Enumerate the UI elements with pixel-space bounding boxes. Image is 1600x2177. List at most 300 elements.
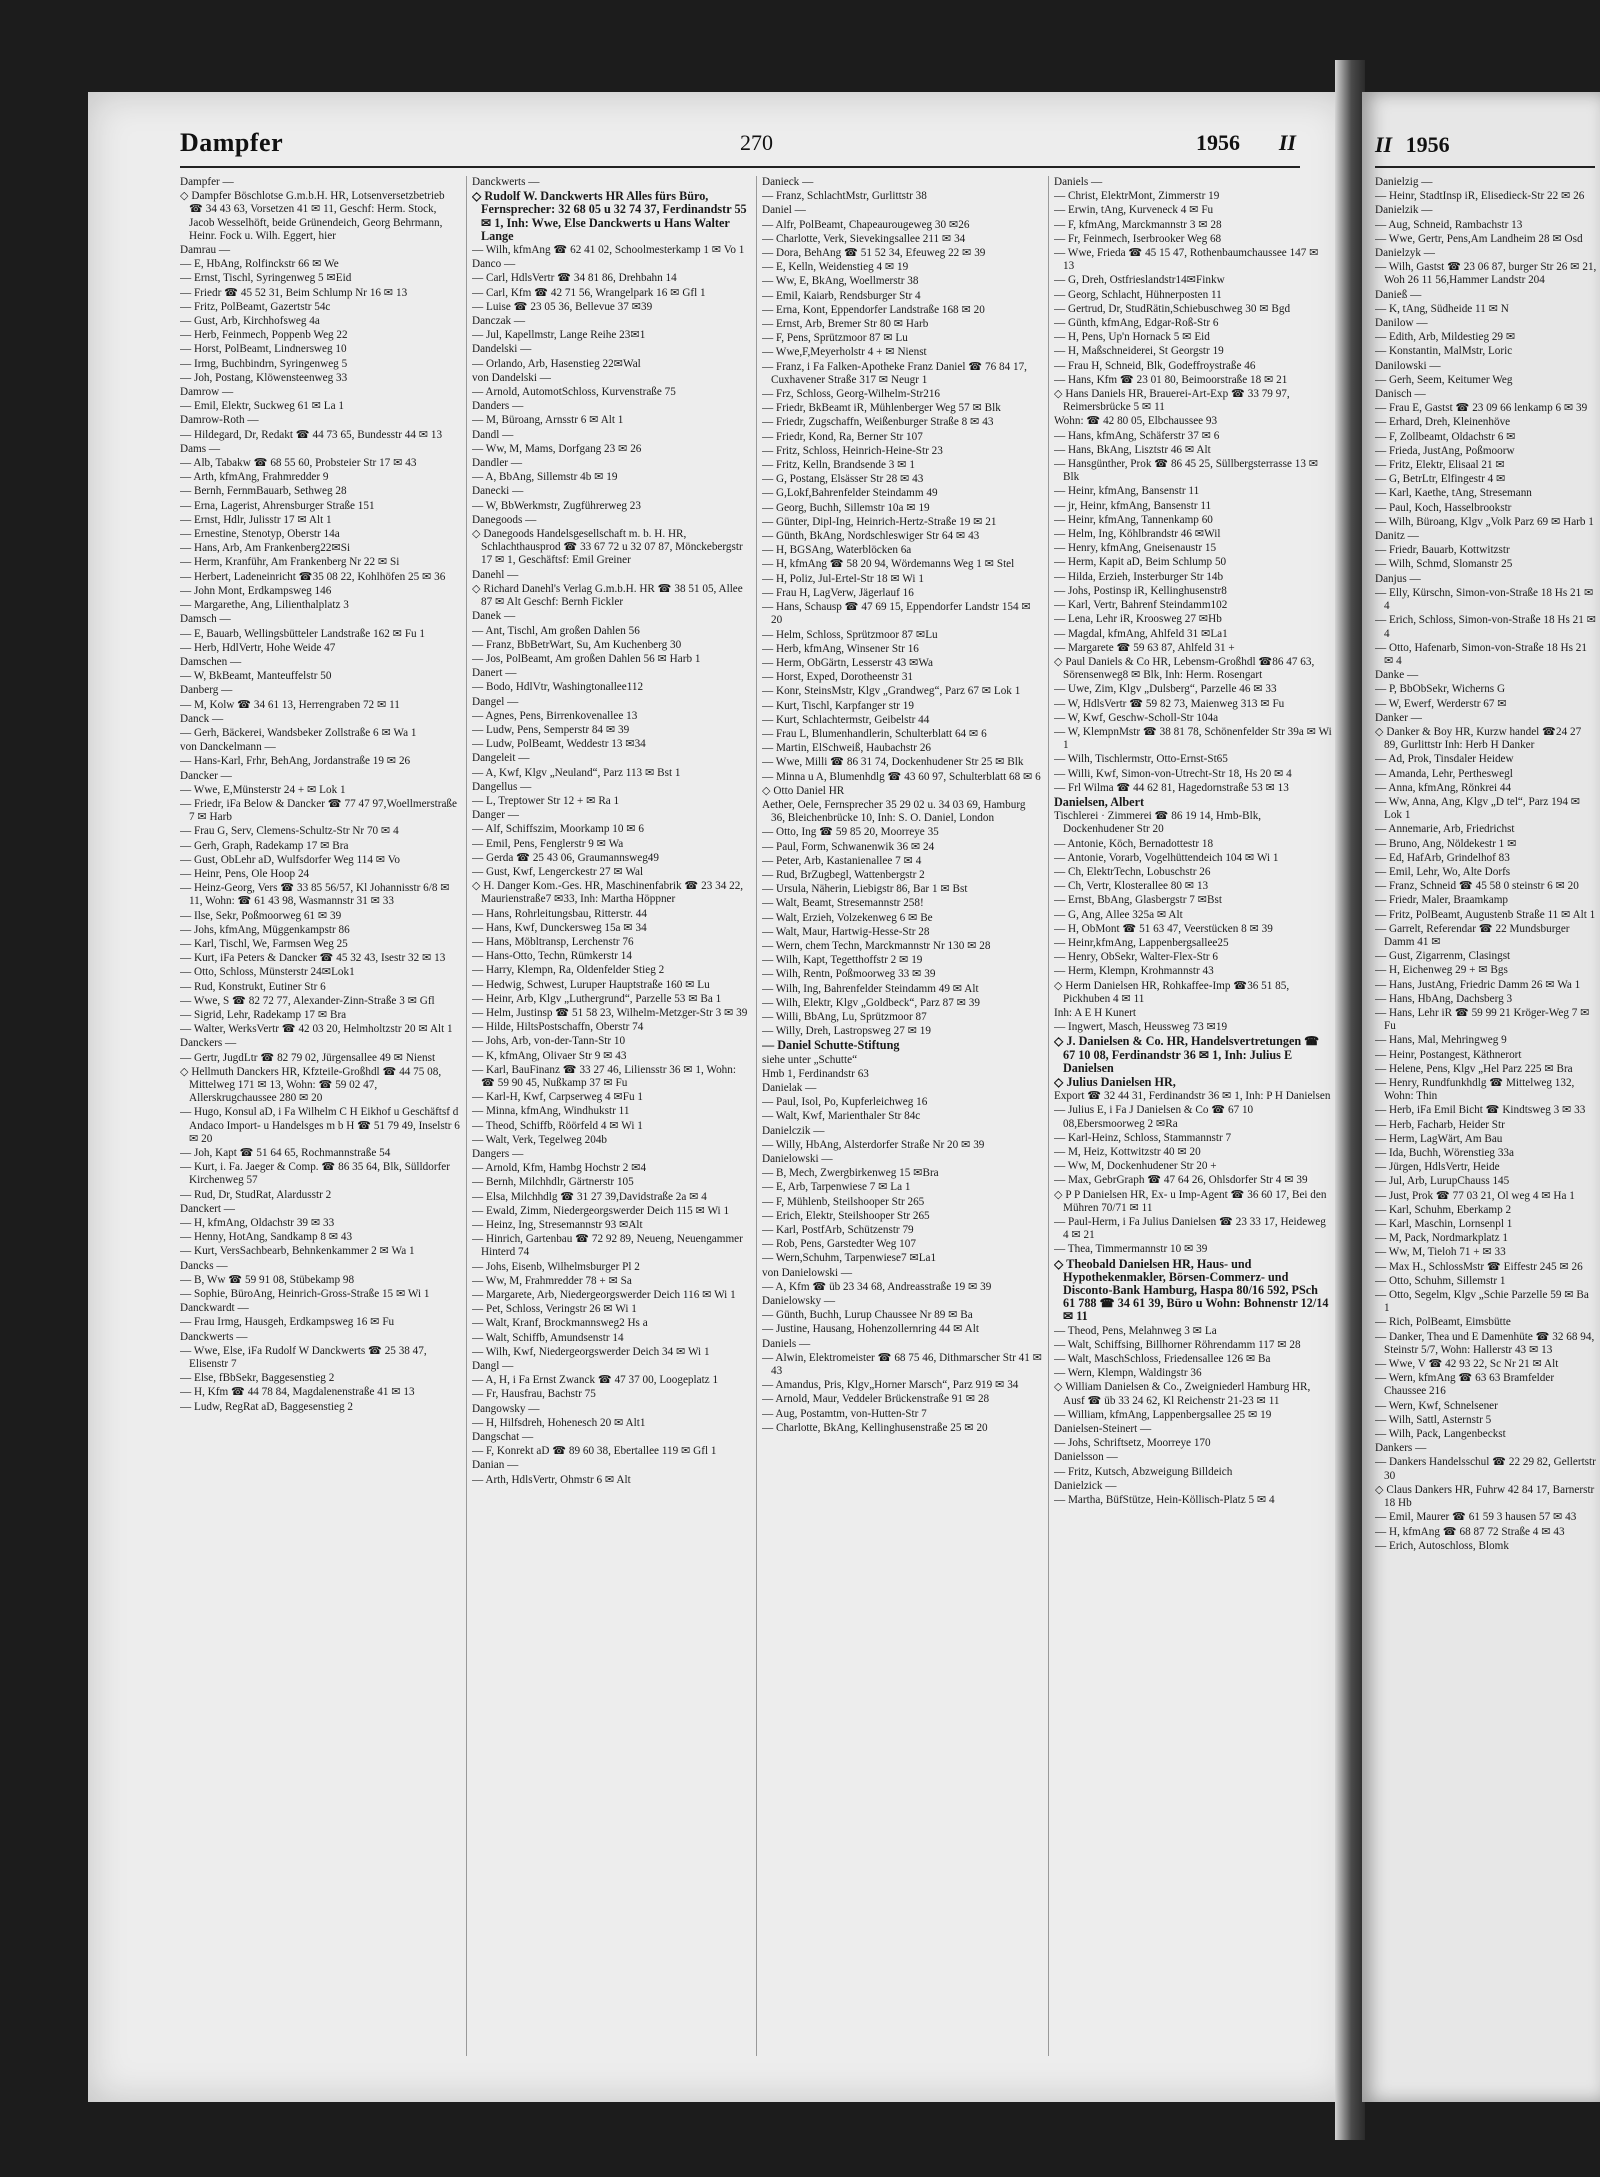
- directory-entry: — Elsa, Milchhdlg ☎ 31 27 39,Davidstraße 2a ✉ 4: [472, 1190, 707, 1203]
- directory-entry: Dangellus —: [472, 780, 532, 793]
- directory-entry: Danieß —: [1375, 288, 1422, 301]
- directory-entry: von Danielowski —: [762, 1266, 853, 1279]
- directory-entry: — Max, GebrGraph ☎ 47 64 26, Ohlsdorfer Str 4 ✉ 39: [1054, 1174, 1308, 1187]
- running-head: Dampfer: [180, 128, 284, 157]
- directory-entry: — Ww, Anna, Ang, Klgv „D tel“, Parz 194 ✉ Lok 1: [1375, 795, 1581, 822]
- directory-entry: Danders —: [472, 400, 524, 413]
- directory-entry: Daniels —: [762, 1337, 811, 1350]
- directory-entry: — Walt, Schiffsing, Billhorner Röhrendamm 117 ✉ 28: [1054, 1338, 1301, 1351]
- directory-entry: Dandl —: [472, 428, 514, 441]
- directory-entry: Danert —: [472, 667, 517, 680]
- directory-entry: — Walt, Kwf, Marienthaler Str 84c: [762, 1110, 921, 1123]
- directory-entry: — Friedr, Bauarb, Kottwitzstr: [1375, 544, 1510, 557]
- directory-entry: — Wwe, Else, iFa Rudolf W Danckwerts ☎ 25 38 47, Elisenstr 7: [180, 1344, 427, 1371]
- directory-entry: Aether, Oele, Fernsprecher 35 29 02 u. 34 03 69, Hamburg 36, Bleichenbrücke 10, Inh: S. O. Daniel, London: [762, 798, 1026, 825]
- directory-entry: Danckwardt —: [180, 1302, 249, 1315]
- directory-entry: — Gerh, Graph, Radekamp 17 ✉ Bra: [180, 839, 349, 852]
- directory-entry: — Karl, Kaethe, tAng, Stresemann: [1375, 487, 1532, 500]
- directory-entry: — Wwe, V ☎ 42 93 22, Sc Nr 21 ✉ Alt: [1375, 1358, 1559, 1371]
- directory-entry: — Pet, Schloss, Veringstr 26 ✉ Wi 1: [472, 1303, 637, 1316]
- directory-entry: — Paul, Koch, Hasselbrookstr: [1375, 501, 1512, 514]
- directory-entry: — Frieda, JustAng, Poßmoorw: [1375, 444, 1515, 457]
- directory-entry: — Annemarie, Arb, Friedrichst: [1375, 823, 1515, 836]
- directory-entry: — Ww, M, Mams, Dorfgang 23 ✉ 26: [472, 442, 642, 455]
- directory-entry: Hmb 1, Ferdinandstr 63: [762, 1067, 869, 1080]
- directory-entry: — Paul, Isol, Po, Kupferleichweg 16: [762, 1096, 928, 1109]
- header-year: 1956: [1196, 130, 1240, 155]
- directory-entry: — Ernestine, Stenotyp, Oberstr 14a: [180, 528, 340, 541]
- directory-entry: — Hans, JustAng, Friedric Damm 26 ✉ Wa 1: [1375, 978, 1581, 991]
- directory-entry: — Walt, Beamt, Stresemannstr 258!: [762, 897, 924, 910]
- directory-entry: — H, ObMont ☎ 51 63 47, Veerstücken 8 ✉ 39: [1054, 922, 1273, 935]
- directory-entry: — Else, fBbSekr, Baggesenstieg 2: [180, 1372, 335, 1385]
- directory-entry: — Emil, Kaiarb, Rendsburger Str 4: [762, 289, 921, 302]
- directory-entry: Danian —: [472, 1459, 519, 1472]
- directory-entry: — Hugo, Konsul aD, i Fa Wilhelm C H Eikhof u Geschäftsf d Andaco Import- u Handelsges m b H ☎ 51 79 49, Inselstr 6 ✉ 20: [180, 1106, 460, 1145]
- directory-entry: — Emil, Lehr, Wo, Alte Dorfs: [1375, 865, 1511, 878]
- directory-entry: — Kurt, Schlachtermstr, Geibelstr 44: [762, 713, 930, 726]
- directory-entry: Danielowsky —: [762, 1295, 836, 1308]
- directory-entry: — Christ, ElektrMont, Zimmerstr 19: [1054, 190, 1220, 203]
- directory-entry: ◇ Paul Daniels & Co HR, Lebensm-Großhdl ☎86 47 63, Sörensenweg8 ✉ Blk, Inh: Herm. Rosengart: [1054, 655, 1315, 682]
- directory-entry: — Gust, Arb, Kirchhofsweg 4a: [180, 315, 320, 328]
- directory-entry: — Margarethe, Ang, Lilienthalplatz 3: [180, 599, 349, 612]
- directory-entry: — W, Ewerf, Werderstr 67 ✉: [1375, 697, 1507, 710]
- directory-entry: — Helm, Ing, Köhlbrandstr 46 ✉Wil: [1054, 528, 1221, 541]
- directory-entry: ◇ Julius Danielsen HR,: [1054, 1075, 1176, 1089]
- directory-entry: Dams —: [180, 442, 221, 455]
- directory-entry: — Max H., SchlossMstr ☎ Eiffestr 245 ✉ 26: [1375, 1260, 1583, 1273]
- directory-entry: — Georg, Schlacht, Hühnerposten 11: [1054, 288, 1222, 301]
- directory-entry: — H, kfmAng, Oldachstr 39 ✉ 33: [180, 1217, 335, 1230]
- directory-entry: — Erich, Autoschloss, Blomk: [1375, 1539, 1509, 1552]
- directory-entry: — Fritz, Elektr, Elisaal 21 ✉: [1375, 459, 1505, 472]
- directory-entry: — Anna, kfmAng, Rönkrei 44: [1375, 781, 1512, 794]
- directory-entry: — Hinrich, Gartenbau ☎ 72 92 89, Neueng, Neuengammer Hinterd 74: [472, 1233, 743, 1259]
- directory-entry: — E, Kelln, Weidenstieg 4 ✉ 19: [762, 261, 909, 274]
- directory-entry: — Herb, iFa Emil Bicht ☎ Kindtsweg 3 ✉ 33: [1375, 1104, 1586, 1117]
- directory-entry: — Walt, MaschSchloss, Friedensallee 126 ✉ Ba: [1054, 1353, 1271, 1366]
- directory-entry: — Karl, Maschin, Lornsenpl 1: [1375, 1218, 1513, 1231]
- directory-entry: — Lena, Lehr iR, Kroosweg 27 ✉Hb: [1054, 613, 1222, 626]
- directory-entry: — Paul-Herm, i Fa Julius Danielsen ☎ 23 33 17, Heideweg 4 ✉ 21: [1054, 1216, 1326, 1242]
- directory-entry: Danielsen, Albert: [1054, 794, 1145, 809]
- directory-entry: — Paul, Form, Schwanenwik 36 ✉ 24: [762, 840, 935, 853]
- directory-entry: — Frau Irmg, Hausgeh, Erdkampsweg 16 ✉ Fu: [180, 1316, 395, 1329]
- directory-entry: Danieck —: [762, 176, 814, 188]
- directory-entry: — Otto, Ing ☎ 59 85 20, Moorreye 35: [762, 826, 939, 839]
- directory-entry: — Aug, Schneid, Rambachstr 13: [1375, 218, 1523, 231]
- directory-entry: — Walt, Kranf, Brockmannsweg2 Hs a: [472, 1317, 648, 1330]
- directory-entry: — H, Maßschneiderei, St Georgstr 19: [1054, 345, 1224, 358]
- directory-entry: — William, kfmAng, Lappenbergsallee 25 ✉ 19: [1054, 1408, 1272, 1421]
- directory-entry: — Wilh, Ing, Bahrenfelder Steindamm 49 ✉ Alt: [762, 982, 979, 995]
- directory-entry: Danckwerts —: [180, 1330, 248, 1343]
- directory-entry: Danitz —: [1375, 530, 1419, 543]
- directory-entry: Daniels —: [1054, 176, 1103, 188]
- directory-entry: — Günth, Buchh, Lurup Chaussee Nr 89 ✉ Ba: [762, 1309, 973, 1322]
- directory-entry: — Kurt, iFa Peters & Dancker ☎ 45 32 43, Isestr 32 ✉ 13: [180, 952, 446, 965]
- directory-entry: ◇ Dampfer Böschlotse G.m.b.H. HR, Lotsenversetzbetrieb ☎ 34 43 63, Vorsetzen 41 ✉ 11, Geschf: Herm. Stock, Jacob Wesselhöft, beide Grünendeich, Georg Behrmann, Heinr. Fock u. Wilh. Eggert, hier: [180, 190, 445, 242]
- directory-entry: — Rud, Dr, StudRat, Alardusstr 2: [180, 1188, 332, 1201]
- directory-entry: Danielzig —: [1375, 176, 1433, 188]
- directory-entry: — A, H, i Fa Ernst Zwanck ☎ 47 37 00, Loogeplatz 1: [472, 1374, 719, 1387]
- directory-entry: — Bernh, FernmBauarb, Sethweg 28: [180, 485, 347, 498]
- directory-entry: — Edith, Arb, Mildestieg 29 ✉: [1375, 331, 1516, 344]
- directory-entry: — Henny, HotAng, Sandkamp 8 ✉ 43: [180, 1231, 353, 1244]
- directory-entry: Danielzik —: [1375, 204, 1433, 217]
- directory-entry: — Ww, M, Frahmredder 78 + ✉ Sa: [472, 1274, 632, 1287]
- directory-entry: — Wern, chem Techn, Marckmannstr Nr 130 ✉ 28: [762, 939, 991, 952]
- directory-entry: — Willy, HbAng, Alsterdorfer Straße Nr 20 ✉ 39: [762, 1138, 985, 1151]
- directory-entry: — Friedr, Zugschaffn, Weißenburger Straße 8 ✉ 43: [762, 416, 994, 429]
- directory-entry: — Walt, Schiffb, Amundsenstr 14: [472, 1331, 624, 1344]
- directory-entry: — G, Ang, Allee 325a ✉ Alt: [1054, 908, 1183, 921]
- directory-entry: — Ww, M, Tieloh 71 + ✉ 33: [1375, 1246, 1506, 1259]
- directory-entry: — Garrelt, Referendar ☎ 22 Mundsburger Damm 41 ✉: [1375, 922, 1570, 948]
- directory-entry: Dandelski —: [472, 343, 532, 356]
- directory-entry: — Wilh, Elektr, Klgv „Goldbeck“, Parz 87 ✉ 39: [762, 996, 980, 1009]
- directory-entry: — Just, Prok ☎ 77 03 21, Ol weg 4 ✉ Ha 1: [1375, 1189, 1575, 1202]
- directory-column: [180, 176, 460, 2076]
- directory-entry: — Sigrid, Lehr, Radekamp 17 ✉ Bra: [180, 1008, 347, 1021]
- directory-entry: — Wwe,F,Meyerholstr 4 + ✉ Nienst: [762, 346, 927, 359]
- directory-entry: Dangowsky —: [472, 1402, 540, 1415]
- directory-entry: — Karl, PostfArb, Schützenstr 79: [762, 1224, 914, 1237]
- directory-entry: — F, Pens, Sprützmoor 87 ✉ Lu: [762, 332, 908, 345]
- directory-entry: Danker —: [1375, 711, 1422, 724]
- directory-entry: — Ww, M, Dockenhudener Str 20 +: [1054, 1160, 1217, 1173]
- directory-entry: — Frau G, Serv, Clemens-Schultz-Str Nr 70 ✉ 4: [180, 825, 399, 838]
- directory-entry: — Hans, Rohrleitungsbau, Ritterstr. 44: [472, 907, 647, 920]
- directory-entry: — Ewald, Zimm, Niedergeorgswerder Deich 115 ✉ Wi 1: [472, 1204, 730, 1217]
- directory-entry: — Erna, Kont, Eppendorfer Landstraße 168 ✉ 20: [762, 303, 985, 316]
- directory-entry: — Hedwig, Schwest, Luruper Hauptstraße 160 ✉ Lu: [472, 978, 710, 991]
- directory-entry: — H, Poliz, Jul-Ertel-Str 18 ✉ Wi 1: [762, 572, 924, 585]
- directory-entry: — Wern, Kwf, Schnelsener: [1375, 1399, 1498, 1412]
- directory-entry: — Hans, HbAng, Dachsberg 3: [1375, 992, 1513, 1005]
- directory-entry: — H, kfmAng ☎ 58 20 94, Wördemanns Weg 1 ✉ Stel: [762, 558, 1015, 571]
- directory-entry: — G,Lokf,Bahrenfelder Steindamm 49: [762, 487, 938, 500]
- directory-entry: — Hans, Lehr iR ☎ 59 99 21 Kröger-Weg 7 ✉ Fu: [1375, 1006, 1590, 1033]
- directory-entry: — Luise ☎ 23 05 36, Bellevue 37 ✉39: [472, 300, 653, 313]
- directory-entry: — Willi, BbAng, Lu, Sprützmoor 87: [762, 1010, 927, 1023]
- directory-entry: — Charlotte, BkAng, Kellinghusenstraße 25 ✉ 20: [762, 1421, 988, 1434]
- page-number: 270: [740, 130, 773, 155]
- directory-entry: — Joh, Kapt ☎ 51 64 65, Rochmannstraße 54: [180, 1147, 391, 1160]
- directory-entry: — W, Kwf, Geschw-Scholl-Str 104a: [1054, 711, 1219, 724]
- directory-entry: — Fritz, Schloss, Heinrich-Heine-Str 23: [762, 444, 943, 457]
- directory-entry: — Erhard, Dreh, Kleinenhöve: [1375, 416, 1511, 429]
- directory-entry: — Herbert, Ladeneinricht ☎35 08 22, Kohlhöfen 25 ✉ 36: [180, 570, 446, 583]
- directory-entry: — E, HbAng, Rolfinckstr 66 ✉ We: [180, 258, 339, 271]
- directory-entry: — Wern, kfmAng ☎ 63 63 Bramfelder Chaussee 216: [1375, 1372, 1555, 1398]
- directory-entry: — Herb, Facharb, Heider Str: [1375, 1118, 1505, 1131]
- directory-entry: Danecki —: [472, 485, 524, 498]
- directory-entry: — Konr, SteinsMstr, Klgv „Grandweg“, Parz 67 ✉ Lok 1: [762, 685, 1021, 698]
- directory-entry: Dangl —: [472, 1360, 514, 1373]
- directory-entry: — A, BbAng, Sillemstr 4b ✉ 19: [472, 471, 618, 484]
- directory-entry: von Danckelmann —: [180, 741, 276, 754]
- column-divider: [466, 176, 467, 2056]
- directory-entry: — Alfr, PolBeamt, Chapeaurougeweg 30 ✉26: [762, 218, 970, 231]
- directory-entry: — Thea, Timmermannstr 10 ✉ 39: [1054, 1243, 1208, 1256]
- directory-entry: — Gust, ObLehr aD, Wulfsdorfer Weg 114 ✉ Vo: [180, 853, 400, 866]
- directory-entry: — W, BbWerkmstr, Zugführerweg 23: [472, 499, 641, 512]
- directory-entry: — B, Ww ☎ 59 91 08, Stübekamp 98: [180, 1273, 355, 1286]
- directory-entry: — Rich, PolBeamt, Eimsbütte: [1375, 1316, 1511, 1329]
- directory-entry: — Helene, Pens, Klgv „Hel Parz 225 ✉ Bra: [1375, 1062, 1573, 1075]
- directory-entry: — Erna, Lagerist, Ahrensburger Straße 151: [180, 499, 375, 512]
- directory-entry: — Horst, PolBeamt, Lindnersweg 10: [180, 343, 347, 356]
- directory-entry: — H, BGSAng, Waterblöcken 6a: [762, 544, 912, 557]
- directory-entry: — Friedr, BkBeamt iR, Mühlenberger Weg 57 ✉ Blk: [762, 402, 1001, 415]
- directory-entry: — Magdal, kfmAng, Ahlfeld 31 ✉La1: [1054, 627, 1228, 640]
- directory-entry: — Charlotte, Verk, Sievekingsallee 211 ✉ 34: [762, 232, 966, 245]
- directory-entry: — Heinr, Arb, Klgv „Luthergrund“, Parzelle 53 ✉ Ba 1: [472, 992, 722, 1005]
- directory-entry: — Martha, BüfStütze, Hein-Köllisch-Platz 5 ✉ 4: [1054, 1494, 1275, 1507]
- directory-entry: — Ch, Vertr, Klosterallee 80 ✉ 13: [1054, 880, 1209, 893]
- directory-entry: — Frau H, LagVerw, Jägerlauf 16: [762, 586, 914, 599]
- directory-entry: — H, kfmAng ☎ 68 87 72 Straße 4 ✉ 43: [1375, 1525, 1565, 1538]
- directory-entry: — Frz, Schloss, Georg-Wilhelm-Str216: [762, 388, 941, 401]
- directory-entry: — Hans-Otto, Techn, Rümkerstr 14: [472, 950, 632, 963]
- directory-entry: — Danker, Thea und E Damenhüte ☎ 32 68 94, Steinstr 5/7, Wohn: Hallerstr 43 ✉ 13: [1375, 1330, 1595, 1356]
- directory-entry: — Otto, Segelm, Klgv „Schie Parzelle 59 ✉ Ba 1: [1375, 1289, 1589, 1315]
- directory-entry: — Fritz, Kutsch, Abzweigung Billdeich: [1054, 1465, 1233, 1478]
- directory-entry: — Antonie, Köch, Bernadottestr 18: [1054, 837, 1214, 850]
- page-header: [180, 128, 1300, 168]
- directory-entry: — Heinr, StadtInsp iR, Elisedieck-Str 22 ✉ 26: [1375, 190, 1585, 203]
- directory-entry: — Wern,Schuhm, Tarpenwiese7 ✉La1: [762, 1252, 937, 1265]
- directory-entry: Danckert —: [180, 1202, 235, 1215]
- directory-entry: — Harry, Klempn, Ra, Oldenfelder Stieg 2: [472, 964, 665, 977]
- directory-entry: Damrau —: [180, 244, 231, 257]
- directory-entry: — Günth, BkAng, Nordschleswiger Str 64 ✉ 43: [762, 530, 980, 543]
- directory-entry: ◇ Theobald Danielsen HR, Haus- und Hypothekenmakler, Börsen-Commerz- und Disconto-Bank Hamburg, Haspa 80/16 592, PSch 61 788 ☎ 34 61 39, Büro u Wohn: Bohnenstr 12/14 ✉ 11: [1054, 1256, 1329, 1324]
- directory-entry: ◇ Danker & Boy HR, Kurzw handel ☎24 27 89, Gurlittstr Inh: Herb H Danker: [1375, 725, 1582, 752]
- directory-entry: Tischlerei · Zimmerei ☎ 86 19 14, Hmb-Blk, Dockenhudener Str 20: [1054, 810, 1262, 836]
- directory-entry: — Henry, kfmAng, Gneisenaustr 15: [1054, 542, 1217, 555]
- directory-column: [472, 176, 750, 2076]
- directory-entry: — Gust, Kwf, Lengerckestr 27 ✉ Wal: [472, 865, 644, 878]
- directory-entry: — Arnold, Maur, Veddeler Brückenstraße 91 ✉ 28: [762, 1393, 990, 1406]
- directory-entry: — Minna u A, Blumenhdlg ☎ 43 60 97, Schulterblatt 68 ✉ 6: [762, 770, 1041, 783]
- directory-entry: — Margarete, Arb, Niedergeorgswerder Deich 116 ✉ Wi 1: [472, 1289, 736, 1302]
- directory-entry: — Martin, ElSchweiß, Haubachstr 26: [762, 742, 932, 755]
- directory-entry: — Margarete ☎ 59 63 87, Ahlfeld 31 +: [1054, 641, 1235, 654]
- directory-entry: Dangeleit —: [472, 752, 530, 765]
- directory-entry: ◇ H. Danger Kom.-Ges. HR, Maschinenfabrik ☎ 23 34 22, Maurienstraße7 ✉33, Inh: Martha Höppner: [472, 880, 744, 906]
- directory-entry: — Fritz, PolBeamt, Augustenb Straße 11 ✉ Alt 1: [1375, 908, 1596, 921]
- directory-entry: — Walt, Maur, Hartwig-Hesse-Str 28: [762, 925, 930, 938]
- directory-entry: — Johs, Schriftsetz, Moorreye 170: [1054, 1437, 1211, 1450]
- directory-entry: — Franz, SchlachtMstr, Gurlittstr 38: [762, 190, 927, 203]
- directory-entry: — Heinr, kfmAng, Tannenkamp 60: [1054, 513, 1213, 526]
- directory-entry: — Rud, Konstrukt, Eutiner Str 6: [180, 980, 326, 993]
- directory-entry: — Günth, kfmAng, Edgar-Roß-Str 6: [1054, 317, 1219, 330]
- directory-entry: — Willy, Dreh, Lastropsweg 27 ✉ 19: [762, 1025, 931, 1038]
- directory-entry: — G, Dreh, Ostfrieslandstr14✉Finkw: [1054, 274, 1225, 287]
- directory-entry: Danielsson —: [1054, 1451, 1118, 1464]
- right-header-rule: [1375, 166, 1595, 168]
- directory-entry: Damschen —: [180, 655, 242, 668]
- directory-entry: — Alwin, Elektromeister ☎ 68 75 46, Dithmarscher Str 41 ✉ 43: [762, 1351, 1042, 1378]
- directory-entry: — Hans, Kwf, Dunckersweg 15a ✉ 34: [472, 921, 647, 934]
- directory-entry: Danco —: [472, 258, 516, 271]
- directory-entry: — Wilh, Kwf, Niedergeorgswerder Deich 34 ✉ Wi 1: [472, 1345, 710, 1358]
- directory-entry: — E, Arb, Tarpenwiese 7 ✉ La 1: [762, 1181, 911, 1194]
- directory-entry: — Gertr, JugdLtr ☎ 82 79 02, Jürgensallee 49 ✉ Nienst: [180, 1051, 436, 1064]
- header-rule: [180, 166, 1300, 168]
- directory-entry: Danielak —: [762, 1082, 817, 1094]
- directory-entry: — Johs, Eisenb, Wilhelmsburger Pl 2: [472, 1260, 640, 1273]
- directory-entry: Danehl —: [472, 568, 519, 581]
- directory-entry: — M, Heiz, Kottwitzstr 40 ✉ 20: [1054, 1146, 1201, 1159]
- directory-entry: — Heinr,kfmAng, Lappenbergsallee25: [1054, 936, 1229, 949]
- directory-entry: Damsch —: [180, 613, 231, 626]
- directory-entry: — Aug, Postamtm, von-Hutten-Str 7: [762, 1407, 927, 1420]
- directory-entry: — G, Postang, Elsässer Str 28 ✉ 43: [762, 473, 924, 486]
- directory-entry: — Otto, Schloss, Münsterstr 24✉Lok1: [180, 966, 355, 979]
- directory-entry: — Gerh, Seem, Keitumer Weg: [1375, 373, 1513, 386]
- directory-entry: — Hans-Karl, Frhr, BehAng, Jordanstraße 19 ✉ 26: [180, 755, 411, 768]
- directory-entry: — H, Hilfsdreh, Hohenesch 20 ✉ Alt1: [472, 1416, 646, 1429]
- directory-entry: ◇ Claus Dankers HR, Fuhrw 42 84 17, Barnerstr 18 Hb: [1375, 1483, 1595, 1510]
- directory-entry: — Helm, Schloss, Sprützmoor 87 ✉Lu: [762, 628, 938, 641]
- directory-entry: ◇ Danegoods Handelsgesellschaft m. b. H. HR, Schlachthausprod ☎ 33 67 72 u 32 07 87, Mönckebergstr 17 ✉ 1, Geschäftsf: Emil Greiner: [472, 528, 743, 567]
- directory-entry: — Günter, Dipl-Ing, Heinrich-Hertz-Straße 19 ✉ 21: [762, 515, 997, 528]
- directory-entry: — Konstantin, MalMstr, Loric: [1375, 345, 1513, 358]
- directory-entry: — Joh, Postang, Klöwensteenweg 33: [180, 371, 348, 384]
- directory-entry: — Otto, Schuhm, Sillemstr 1: [1375, 1274, 1506, 1287]
- directory-entry: — Erich, Schloss, Simon-von-Straße 18 Hs 21 ✉ 4: [1375, 614, 1596, 640]
- directory-entry: — Fritz, PolBeamt, Gazertstr 54c: [180, 300, 331, 313]
- directory-entry: Dancker —: [180, 769, 232, 782]
- directory-entry: — Friedr ☎ 45 52 31, Beim Schlump Nr 16 ✉ 13: [180, 286, 408, 299]
- directory-entry: — Alb, Tabakw ☎ 68 55 60, Probsteier Str 17 ✉ 43: [180, 457, 417, 470]
- directory-entry: — Franz, i Fa Falken-Apotheke Franz Daniel ☎ 76 84 17, Cuxhavener Straße 317 ✉ Neugr 1: [762, 360, 1027, 386]
- directory-entry: Dankers —: [1375, 1442, 1427, 1455]
- directory-entry: Danielowski —: [762, 1153, 833, 1166]
- directory-entry: — Herm, Kranführ, Am Frankenberg Nr 22 ✉ Si: [180, 556, 400, 569]
- directory-entry: — Wilh, Büroang, Klgv „Volk Parz 69 ✉ Harb 1: [1375, 515, 1594, 528]
- directory-entry: — Karl-Heinz, Schloss, Stammannstr 7: [1054, 1131, 1232, 1144]
- directory-entry: — Henry, ObSekr, Walter-Flex-Str 6: [1054, 951, 1219, 964]
- directory-entry: — Wwe, Gertr, Pens,Am Landheim 28 ✉ Osd: [1375, 232, 1583, 245]
- directory-entry: — Hansgünther, Prok ☎ 86 45 25, Süllbergsterrasse 13 ✉ Blk: [1054, 458, 1319, 484]
- directory-entry: — Ernst, Arb, Bremer Str 80 ✉ Harb: [762, 318, 929, 331]
- header-volume: II: [1278, 130, 1296, 155]
- directory-entry: — W, HdlsVertr ☎ 59 82 73, Maienweg 313 ✉ Fu: [1054, 697, 1285, 710]
- directory-entry: — Johs, kfmAng, Müggenkampstr 86: [180, 923, 350, 936]
- directory-entry: ◇ P P Danielsen HR, Ex- u Imp-Agent ☎ 36 60 17, Bei den Mühren 70/71 ✉ 11: [1054, 1188, 1327, 1214]
- directory-entry: — Arnold, AutomotSchloss, Kurvenstraße 75: [472, 386, 676, 399]
- directory-entry: — W, BkBeamt, Manteuffelstr 50: [180, 670, 332, 683]
- directory-entry: Danke —: [1375, 669, 1419, 682]
- directory-entry: — Kurt, Tischl, Karpfanger str 19: [762, 699, 914, 712]
- directory-entry: — Heinr, kfmAng, Bansenstr 11: [1054, 485, 1200, 498]
- directory-entry: Danielzyk —: [1375, 247, 1435, 260]
- directory-entry: — Wwe, S ☎ 82 72 77, Alexander-Zinn-Straße 3 ✉ Gfl: [180, 994, 435, 1007]
- directory-entry: Danielczik —: [762, 1124, 825, 1137]
- directory-entry: — Jos, PolBeamt, Am großen Dahlen 56 ✉ Harb 1: [472, 652, 701, 665]
- directory-entry: — Hans, kfmAng, Schäferstr 37 ✉ 6: [1054, 429, 1220, 442]
- directory-entry: Danckwerts —: [472, 176, 540, 188]
- directory-entry: — Hildegard, Dr, Redakt ☎ 44 73 65, Bundesstr 44 ✉ 13: [180, 428, 443, 441]
- directory-entry: — Hans, BkAng, Lisztstr 46 ✉ Alt: [1054, 443, 1211, 456]
- directory-entry: — Fritz, Kelln, Brandsende 3 ✉ 1: [762, 459, 915, 472]
- directory-entry: Dangel —: [472, 695, 519, 708]
- directory-entry: — Julius E, i Fa J Danielsen & Co ☎ 67 10 08,Ebersmoorweg 2 ✉Ra: [1054, 1104, 1254, 1130]
- directory-entry: — Hans, Schausp ☎ 47 69 15, Eppendorfer Landstr 154 ✉ 20: [762, 601, 1031, 627]
- directory-entry: Dangschat —: [472, 1431, 534, 1444]
- directory-entry: — Gerda ☎ 25 43 06, Graumannsweg49: [472, 851, 659, 864]
- directory-entry: — Herm, Kapit aD, Beim Schlump 50: [1054, 556, 1227, 569]
- directory-entry: — Fr, Feinmech, Iserbrooker Weg 68: [1054, 232, 1222, 245]
- directory-entry: — H, Kfm ☎ 44 78 84, Magdalenenstraße 41 ✉ 13: [180, 1386, 415, 1399]
- directory-entry: Dangers —: [472, 1148, 524, 1161]
- directory-entry: — Ilse, Sekr, Poßmoorweg 61 ✉ 39: [180, 909, 342, 922]
- directory-entry: — Amanda, Lehr, Pertheswegl: [1375, 767, 1513, 780]
- directory-entry: — Hans, Arb, Am Frankenberg22✉Si: [180, 542, 351, 555]
- directory-entry: — Hilda, Erzieh, Insterburger Str 14b: [1054, 570, 1224, 583]
- directory-entry: — L, Treptower Str 12 + ✉ Ra 1: [472, 794, 620, 807]
- directory-entry: — Ernst, Hdlr, Julisstr 17 ✉ Alt 1: [180, 513, 332, 526]
- directory-entry: — Johs, Postinsp iR, Kellinghusenstr8: [1054, 584, 1227, 597]
- directory-entry: — Wwe, Frieda ☎ 45 15 47, Rothenbaumchaussee 147 ✉ 13: [1054, 247, 1319, 273]
- directory-entry: — Rob, Pens, Garstedter Weg 107: [762, 1238, 916, 1251]
- directory-entry: — Georg, Buchh, Sillemstr 10a ✉ 19: [762, 501, 930, 514]
- directory-entry: Inh: A E H Kunert: [1054, 1006, 1137, 1019]
- directory-entry: — G, BetrLtr, Elfingestr 4 ✉: [1375, 473, 1506, 486]
- directory-entry: — Ww, E, BkAng, Woellmerstr 38: [762, 275, 919, 288]
- directory-entry: Dancks —: [180, 1259, 228, 1272]
- directory-entry: — Amandus, Pris, Klgv„Horner Marsch“, Parz 919 ✉ 34: [762, 1379, 1019, 1392]
- directory-entry: Dandler —: [472, 457, 523, 470]
- directory-entry: — Dankers Handelsschul ☎ 22 29 82, Gellertstr 30: [1375, 1456, 1596, 1482]
- directory-entry: — H, Pens, Up'n Hornack 5 ✉ Eid: [1054, 331, 1210, 344]
- directory-entry: — Walt, Erzieh, Volzekenweg 6 ✉ Be: [762, 911, 933, 924]
- directory-entry: — Bruno, Ang, Nöldekestr 1 ✉: [1375, 837, 1517, 850]
- directory-entry: — Alf, Schiffszim, Moorkamp 10 ✉ 6: [472, 823, 644, 836]
- directory-entry: — Walter, WerksVertr ☎ 42 03 20, Helmholtzstr 20 ✉ Alt 1: [180, 1023, 453, 1036]
- directory-entry: — Arth, HdlsVertr, Ohmstr 6 ✉ Alt: [472, 1473, 631, 1486]
- directory-entry: — Elly, Kürschn, Simon-von-Straße 18 Hs 21 ✉ 4: [1375, 586, 1594, 613]
- directory-entry: — Karl, Vertr, Bahrenf Steindamm102: [1054, 599, 1228, 612]
- directory-entry: — Friedr, iFa Below & Dancker ☎ 77 47 97,Woellmerstraße 7 ✉ Harb: [180, 797, 457, 824]
- directory-entry: — Wilh, Sattl, Asternstr 5: [1375, 1413, 1492, 1426]
- directory-entry: — Wilh, Tischlermstr, Otto-Ernst-St65: [1054, 753, 1228, 766]
- directory-entry: — Herm, ObGärtn, Lesserstr 43 ✉Wa: [762, 656, 933, 669]
- directory-entry: — Karl, Tischl, We, Farmsen Weg 25: [180, 937, 348, 950]
- directory-entry: — Bodo, HdlVtr, Washingtonallee112: [472, 681, 644, 694]
- directory-entry: — Frau E, Gastst ☎ 23 09 66 lenkamp 6 ✉ 39: [1375, 402, 1588, 415]
- directory-entry: — Ursula, Näherin, Liebigstr 86, Bar 1 ✉ Bst: [762, 883, 968, 896]
- directory-entry: — Franz, BbBetrWart, Su, Am Kuchenberg 30: [472, 638, 682, 651]
- directory-entry: — B, Mech, Zwergbirkenweg 15 ✉Bra: [762, 1167, 939, 1180]
- column-divider: [756, 176, 757, 2056]
- directory-entry: — Ernst, Tischl, Syringenweg 5 ✉Eid: [180, 272, 352, 285]
- directory-entry: ◇ Hellmuth Danckers HR, Kfzteile-Großhdl ☎ 44 75 08, Mittelweg 171 ✉ 13, Wohn: ☎ 59 02 47, Allerskrugchaussee 280 ✉ 20: [180, 1065, 442, 1105]
- directory-entry: — A, Kfm ☎ üb 23 34 68, Andreasstraße 19 ✉ 39: [762, 1280, 992, 1293]
- directory-entry: — Frau H, Schneid, Blk, Godeffroystraße 46: [1054, 359, 1256, 372]
- directory-entry: — Otto, Hafenarb, Simon-von-Straße 18 Hs 21 ✉ 4: [1375, 641, 1587, 667]
- directory-entry: — Hilde, HiltsPostschaffn, Oberstr 74: [472, 1021, 644, 1034]
- directory-column: [1375, 176, 1597, 2076]
- directory-entry: — Heinz, Ing, Stresemannstr 93 ✉Alt: [472, 1219, 643, 1232]
- directory-entry: — Karl-H, Kwf, Carpserweg 4 ✉Fu 1: [472, 1091, 643, 1104]
